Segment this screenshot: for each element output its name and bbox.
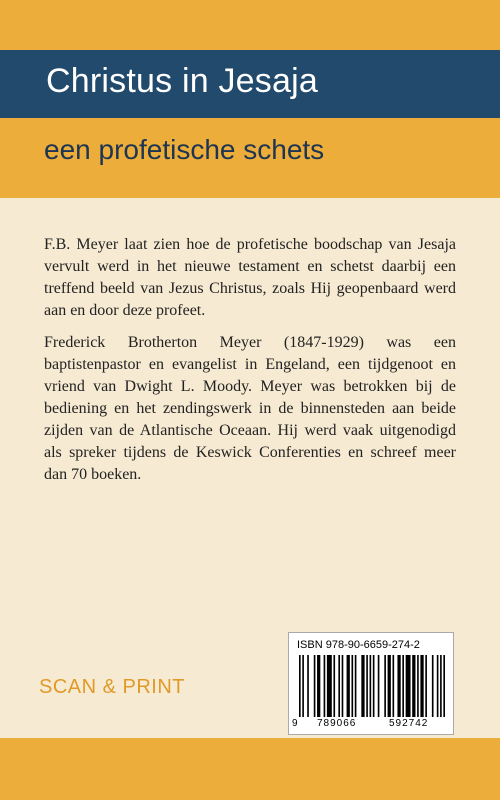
book-title: Christus in Jesaja xyxy=(46,62,318,100)
bottom-orange-band xyxy=(0,738,500,800)
barcode-left-digits: 789066 xyxy=(317,718,357,729)
barcode-right-digits: 592742 xyxy=(389,718,429,729)
publisher-logo: SCAN & PRINT xyxy=(39,676,186,698)
description-paragraph: F.B. Meyer laat zien hoe de profetische boodschap van Jesaja vervult werd in het nieuwe testament en schetst daarbij een treffend beeld van Jezus Christus, zoals Hij geopenbaard werd aan en door deze profeet. xyxy=(44,236,456,319)
isbn-barcode xyxy=(288,632,454,735)
author-bio-paragraph: Frederick Brotherton Meyer (1847-1929) was een baptistenpastor en evangelist in Engeland, een tijdgenoot en vriend van Dwight L. Moody. Meyer was betrokken bij de bediening en het zendingswerk in de binnensteden aan beide zijden van de Atlantische Oceaan. Hij werd vaak uitgenodigd als spreker tijdens de Keswick Conferenties en schreef meer dan 70 boeken. xyxy=(44,334,456,483)
barcode-bars xyxy=(297,655,447,717)
barcode-digits xyxy=(289,718,455,732)
book-subtitle: een profetische schets xyxy=(44,134,325,165)
barcode-lead-digit: 9 xyxy=(292,718,298,729)
isbn-label: ISBN 978-90-6659-274-2 xyxy=(297,639,420,651)
top-orange-band xyxy=(0,0,500,50)
